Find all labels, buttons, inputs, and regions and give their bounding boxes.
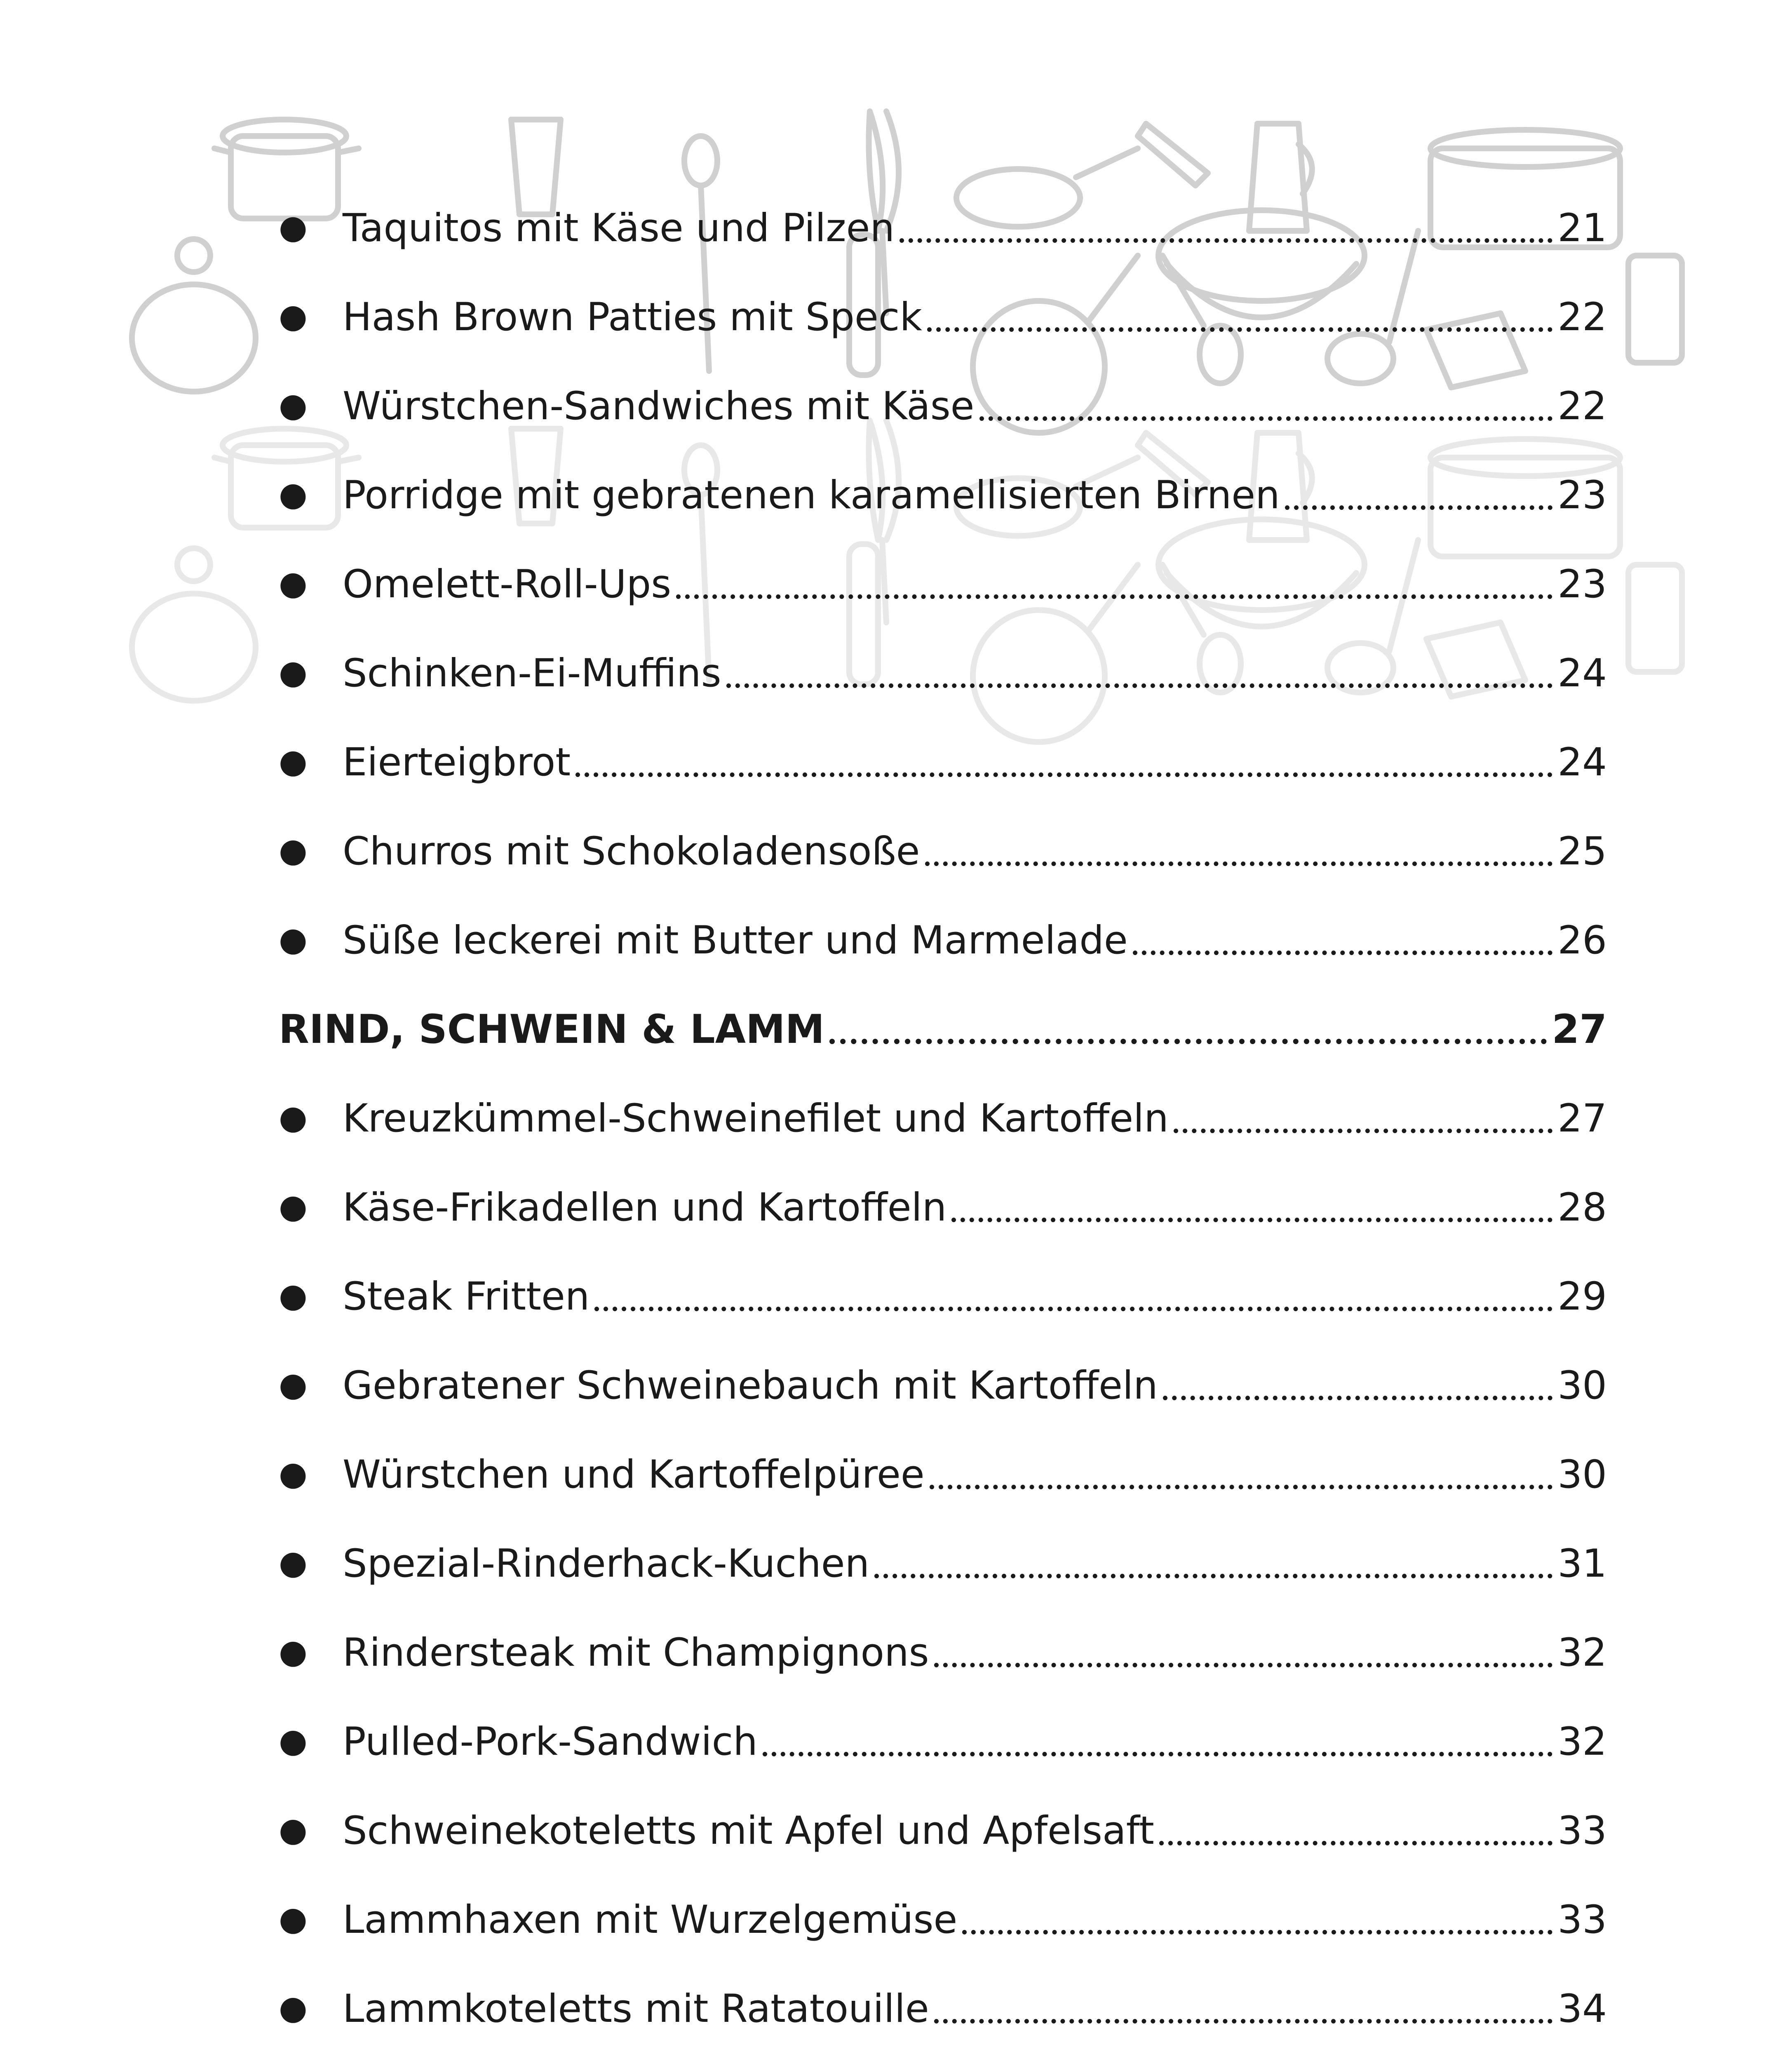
toc-entry-title: RIND, SCHWEIN & LAMM	[279, 1006, 825, 1052]
toc-entry-title: Pulled-Pork-Sandwich	[343, 1719, 758, 1764]
dot-leader	[594, 1307, 1552, 1311]
toc-page-number: 32	[1557, 1719, 1607, 1764]
toc-entry-title: Schinken-Ei-Muffins	[343, 651, 721, 696]
toc-entry-title: Gebratener Schweinebauch mit Kartoffeln	[343, 1363, 1158, 1408]
toc-page-number: 23	[1557, 562, 1607, 607]
toc-entry[interactable]	[279, 1587, 1607, 1676]
dot-leader	[575, 772, 1552, 777]
toc-page-number: 22	[1557, 384, 1607, 429]
toc-entry-title: Eierteigbrot	[343, 740, 571, 785]
toc-entry-title: Schweinekoteletts mit Apfel und Apfelsaft	[343, 1808, 1154, 1853]
toc-entry[interactable]	[279, 1142, 1607, 1231]
toc-page-number: 26	[1557, 918, 1607, 963]
bullet-icon: ●	[279, 208, 308, 246]
dot-leader	[925, 861, 1553, 866]
toc-entry-title: Rindersteak mit Champignons	[343, 1630, 929, 1675]
toc-entry-title: Lammhaxen mit Wurzelgemüse	[343, 1897, 958, 1942]
dot-leader	[1285, 505, 1553, 510]
toc-entry-title: Würstchen und Kartoffelpüree	[343, 1452, 925, 1497]
toc-page-number: 30	[1557, 1452, 1607, 1497]
toc-entry-title: Spezial-Rinderhack-Kuchen	[343, 1541, 870, 1586]
dot-leader	[934, 1663, 1553, 1667]
toc-entry[interactable]	[279, 430, 1607, 519]
toc-page-number: 33	[1557, 1808, 1607, 1853]
toc-entry[interactable]	[279, 1854, 1607, 1944]
toc-page-number: 32	[1557, 1630, 1607, 1675]
toc-entry[interactable]	[279, 163, 1607, 252]
dot-leader	[726, 683, 1553, 688]
toc-page-number: 21	[1557, 206, 1607, 251]
bullet-icon: ●	[279, 1899, 308, 1938]
toc-page-number: 22	[1557, 295, 1607, 340]
dot-leader	[1133, 951, 1553, 955]
toc-entry-title: Kreuzkümmel-Schweinefilet und Kartoffeln	[343, 1096, 1169, 1141]
toc-page-number: 34	[1557, 1986, 1607, 2031]
toc-entry-title: Süße leckerei mit Butter und Marmelade	[343, 918, 1128, 963]
toc-entry[interactable]	[279, 786, 1607, 875]
bullet-icon: ●	[279, 653, 308, 691]
dot-leader	[1174, 1129, 1553, 1133]
toc-page-number: 27	[1557, 1096, 1607, 1141]
toc-entry[interactable]	[279, 1053, 1607, 1142]
bullet-icon: ●	[279, 1187, 308, 1225]
toc-page-number: 33	[1557, 1897, 1607, 1942]
toc-page-number: 31	[1557, 1541, 1607, 1586]
dot-leader	[763, 1752, 1553, 1756]
toc-entry[interactable]	[279, 1944, 1607, 2033]
toc-entry[interactable]	[279, 519, 1607, 608]
toc-entry-title: Churros mit Schokoladensoße	[343, 829, 920, 874]
toc-entry[interactable]	[279, 608, 1607, 697]
bullet-icon: ●	[279, 1098, 308, 1136]
toc-entry[interactable]	[279, 1409, 1607, 1498]
toc-entry-title: Würstchen-Sandwiches mit Käse	[343, 384, 975, 429]
bullet-icon: ●	[279, 297, 308, 335]
toc-entry[interactable]	[279, 1231, 1607, 1320]
toc-entry[interactable]	[279, 252, 1607, 341]
dot-leader	[951, 1218, 1552, 1222]
toc-entry[interactable]	[279, 2033, 1607, 2061]
bullet-icon: ●	[279, 386, 308, 424]
toc-entry[interactable]	[279, 697, 1607, 786]
bullet-icon: ●	[279, 1632, 308, 1671]
toc-entry-title: Omelett-Roll-Ups	[343, 562, 672, 607]
toc-entry-title: Lammkoteletts mit Ratatouille	[343, 1986, 929, 2031]
bullet-icon: ●	[279, 1543, 308, 1582]
dot-leader	[930, 1485, 1553, 1489]
bullet-icon: ●	[279, 831, 308, 869]
toc-page-number: 28	[1557, 1185, 1607, 1230]
toc-entry-title: Steak Fritten	[343, 1274, 590, 1319]
bullet-icon: ●	[279, 742, 308, 780]
dot-leader	[1159, 1841, 1553, 1845]
bullet-icon: ●	[279, 1810, 308, 1849]
toc-entry[interactable]	[279, 1765, 1607, 1854]
toc-page-number: 29	[1557, 1274, 1607, 1319]
toc-page-number: 23	[1557, 473, 1607, 518]
toc-entry[interactable]	[279, 875, 1607, 964]
dot-leader	[934, 2019, 1553, 2023]
toc-entry-title: Taquitos mit Käse und Pilzen	[343, 206, 895, 251]
toc-page-number: 25	[1557, 829, 1607, 874]
toc-section-heading[interactable]	[279, 964, 1607, 1053]
dot-leader	[927, 327, 1552, 332]
toc-page-number: 27	[1552, 1006, 1607, 1052]
toc-page-number: 24	[1557, 651, 1607, 696]
bullet-icon: ●	[279, 1988, 308, 2027]
bullet-icon: ●	[279, 920, 308, 958]
dot-leader	[900, 238, 1552, 243]
dot-leader	[874, 1574, 1552, 1578]
toc-entry[interactable]	[279, 1676, 1607, 1765]
dot-leader	[979, 416, 1553, 421]
bullet-icon: ●	[279, 1454, 308, 1493]
dot-leader	[962, 1930, 1552, 1934]
bullet-icon: ●	[279, 1365, 308, 1404]
bullet-icon: ●	[279, 1276, 308, 1315]
toc-page-number: 24	[1557, 740, 1607, 785]
toc-entry-title: Käse-Frikadellen und Kartoffeln	[343, 1185, 947, 1230]
bullet-icon: ●	[279, 1721, 308, 1760]
table-of-contents	[279, 163, 1607, 2061]
toc-entry[interactable]	[279, 1320, 1607, 1409]
toc-entry-title: Porridge mit gebratenen karamellisierten Birnen	[343, 473, 1280, 518]
toc-page-number: 30	[1557, 1363, 1607, 1408]
dot-leader	[676, 594, 1552, 599]
toc-entry[interactable]	[279, 341, 1607, 430]
toc-entry[interactable]	[279, 1498, 1607, 1587]
toc-entry-title: Hash Brown Patties mit Speck	[343, 295, 922, 340]
dot-leader	[829, 1039, 1547, 1044]
bullet-icon: ●	[279, 564, 308, 602]
bullet-icon: ●	[279, 475, 308, 513]
dot-leader	[1163, 1396, 1553, 1400]
